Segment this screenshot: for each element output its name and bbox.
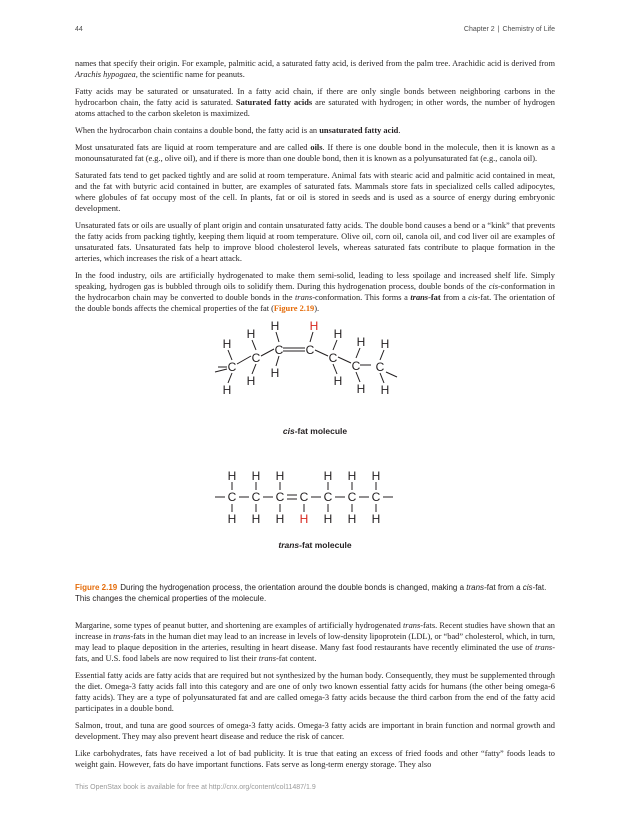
trans-atoms xyxy=(228,469,381,526)
italic-term: cis xyxy=(468,293,478,302)
hydrogen-atom: H xyxy=(270,320,280,333)
carbon-atom: C xyxy=(371,490,381,504)
paragraph-essential-fatty-acids: Essential fatty acids are fatty acids that are required but not synthesized by the human body. Consequently, they must be supplemented through the diet. Omega-3 fatty acids fall into this category and are one of only two known essential fatty acids for humans (the other being omega-6 fatty acids). They are a type of polyunsaturated fat and are called omega-3 fatty acids because the third carbon from the end of the fatty acid participates in a double bond. xyxy=(75,671,555,713)
carbon-atom: C xyxy=(275,490,285,504)
hydrogen-atom: H xyxy=(380,383,390,397)
paragraph-hydrogenation xyxy=(75,270,555,314)
cis-atoms xyxy=(223,320,390,397)
hydrogen-atom: H xyxy=(323,512,333,526)
text-run: -fats, and U.S. food labels are now required to list their xyxy=(75,643,555,663)
hydrogen-atom: H xyxy=(222,383,232,397)
text-run: . xyxy=(398,126,401,135)
species-name: Arachis hypogaea xyxy=(75,70,136,79)
carbon-atom: C xyxy=(323,490,333,504)
fat-molecule-diagram xyxy=(75,320,555,535)
hydrogen-atom: H xyxy=(356,335,366,349)
text-run: When the hydrocarbon chain contains a double bond, the fatty acid is an xyxy=(75,126,320,135)
hydrogen-atom: H xyxy=(371,512,381,526)
hydrogen-atom: H xyxy=(275,512,285,526)
running-header xyxy=(464,26,555,33)
italic-term: trans xyxy=(402,621,421,630)
text-run: ). xyxy=(314,304,320,313)
text-run: -fat from a xyxy=(484,583,523,592)
text-run: Margarine, some types of peanut butter, and shortening are examples of artificially hydrogenated xyxy=(75,621,403,630)
text-run: -fats. Recent studies have shown that an increase in xyxy=(75,621,555,641)
italic-term: trans xyxy=(294,293,313,302)
paragraph-omega-3-sources: Salmon, trout, and tuna are good sources of omega-3 fatty acids. Omega-3 fatty acids are important in brain function and normal growth and development. They may also prevent heart disease and reduce the risk of cancer. xyxy=(75,721,555,741)
chapter-title: Chemistry of Life xyxy=(502,26,555,33)
text-run: -fat. This changes the chemical properties of the molecule. xyxy=(75,583,547,603)
page-footer: This OpenStax book is available for free at http://cnx.org/content/col11487/1.9 xyxy=(75,784,316,791)
page-body xyxy=(75,58,555,776)
caption-label: Figure 2.19 xyxy=(75,583,118,592)
trans-label-rest: -fat molecule xyxy=(299,540,352,550)
italic-term: cis xyxy=(522,583,533,592)
text-run: Fatty acids may be saturated or unsaturated. In a fatty acid chain, if there are only single bonds between neighboring carbons in the hydrocarbon chain, the fatty acid is saturated. xyxy=(75,87,555,107)
text-run: , the scientific name for peanuts. xyxy=(135,70,245,79)
trans-label-italic: trans xyxy=(278,540,300,550)
italic-term: trans xyxy=(113,632,131,641)
italic-term: trans xyxy=(534,643,553,652)
hydrogen-atom: H xyxy=(270,366,280,380)
carbon-atom: C xyxy=(375,360,385,374)
carbon-atom: C xyxy=(305,343,315,357)
text-run: names that specify their origin. For example, palmitic acid, a saturated fatty acid, is derived from the palm tree. Arachidic acid is derived from xyxy=(75,59,555,68)
hydrogen-atom-highlighted: H xyxy=(299,512,309,526)
key-term-italic: trans xyxy=(410,293,429,302)
text-run: from a xyxy=(440,293,469,302)
paragraph-unsaturated xyxy=(75,125,555,136)
trans-label xyxy=(75,540,555,550)
paragraph-saturated-fats: Saturated fats tend to get packed tightly and are solid at room temperature. Animal fats with stearic acid and palmitic acid contained in meat, and the fat with butyric acid contained in butter, are examples of saturated fats. Mammals store fats in specialized cells called adipocytes, where globules of fat occupy most of the cell. In plants, fat or oil is stored in seeds and is used as a source of energy during embryonic development. xyxy=(75,171,555,213)
hydrogen-atom: H xyxy=(251,512,261,526)
hydrogen-atom: H xyxy=(275,469,285,483)
text-run: . If there is one double bond in the molecule, then it is known as a monounsaturated fat (e.g., olive oil), and if there is more than one double bond, then it is known as a polyunsaturated fat (e.g., canola oil). xyxy=(75,143,555,163)
italic-term: cis xyxy=(488,282,499,291)
key-term: -fat xyxy=(428,293,441,302)
hydrogen-atom: H xyxy=(246,327,256,341)
key-term: oils xyxy=(310,143,323,152)
hydrogen-atom: H xyxy=(356,382,366,396)
paragraph-fat-functions: Like carbohydrates, fats have received a lot of bad publicity. It is true that eating an excess of fried foods and other “fatty” foods leads to weight gain. However, fats do have important functions. Fats serve as long-term energy storage. They also xyxy=(75,749,555,769)
hydrogen-atom: H xyxy=(227,512,237,526)
page-number: 44 xyxy=(75,26,83,33)
figure-2-19 xyxy=(75,320,555,582)
cis-label-rest: -fat molecule xyxy=(294,426,348,436)
figure-caption xyxy=(75,582,555,604)
text-run: During the hydrogenation process, the orientation around the double bonds is changed, making a xyxy=(120,583,467,592)
text-run: -conformation. This forms a xyxy=(312,293,411,302)
carbon-atom: C xyxy=(227,490,237,504)
hydrogen-atom: H xyxy=(347,469,357,483)
hydrogen-atom: H xyxy=(323,469,333,483)
paragraph-saturated xyxy=(75,86,555,119)
hydrogen-atom: H xyxy=(371,469,381,483)
carbon-atom: C xyxy=(351,359,361,373)
carbon-atom: C xyxy=(347,490,357,504)
carbon-atom: C xyxy=(227,360,237,374)
hydrogen-atom: H xyxy=(251,469,261,483)
hydrogen-atom: H xyxy=(222,337,232,351)
text-run: -fat content. xyxy=(275,654,317,663)
hydrogen-atom: H xyxy=(380,337,390,351)
carbon-atom: C xyxy=(251,490,261,504)
text-run: Most unsaturated fats are liquid at room temperature and are called xyxy=(75,143,311,152)
text-run: In the food industry, oils are artificially hydrogenated to make them semi-solid, leading to less spoilage and increased shelf life. Simply speaking, hydrogen gas is bubbled through oils to solidify them. During this hydrogenation process, double bonds of the xyxy=(75,271,555,291)
chapter-number: Chapter 2 xyxy=(463,26,495,33)
header-separator: | xyxy=(497,26,500,33)
paragraph-fatty-acid-names xyxy=(75,58,555,80)
key-term: unsaturated fatty acid xyxy=(319,126,399,135)
key-term: Saturated fatty acids xyxy=(235,98,313,107)
italic-term: trans xyxy=(258,654,276,663)
paragraph-unsaturated-fats: Unsaturated fats or oils are usually of plant origin and contain unsaturated fatty acids. The double bond causes a bend or a “kink” that prevents the fatty acids from packing tightly, keeping them liquid at room temperature. Olive oil, corn oil, canola oil, and cod liver oil are examples of unsaturated fats. Unsaturated fats help to improve blood cholesterol levels, whereas saturated fats contribute to plaque formation in the arteries, which increases the risk of a heart attack. xyxy=(75,221,555,263)
hydrogen-atom-highlighted: H xyxy=(309,320,319,333)
paragraph-trans-fats xyxy=(75,620,555,664)
hydrogen-atom: H xyxy=(333,374,343,388)
cis-label xyxy=(283,426,348,436)
hydrogen-atom: H xyxy=(227,469,237,483)
carbon-atom: C xyxy=(274,343,284,357)
italic-term: trans xyxy=(466,583,485,592)
text-run: -fat. The orientation of the double bonds affects the chemical properties of the fat ( xyxy=(75,293,555,313)
text-run: -fats in the human diet may lead to an increase in levels of low-density lipoprotein (LDL), or “bad” cholesterol, which, in turn, may lead to plaque deposition in the arteries, resulting in heart disease. Many fast food restaurants have recently eliminated the use of xyxy=(75,632,555,652)
carbon-atom: C xyxy=(299,490,309,504)
text-run: -conformation in the hydrocarbon chain may be converted to double bonds in the xyxy=(75,282,555,302)
hydrogen-atom: H xyxy=(333,327,343,341)
hydrogen-atom: H xyxy=(347,512,357,526)
carbon-atom: C xyxy=(328,351,338,365)
cis-label-italic: cis xyxy=(282,426,295,436)
cis-molecule xyxy=(215,332,397,383)
carbon-atom: C xyxy=(251,351,261,365)
text-run: are saturated with hydrogen; in other words, the number of hydrogen atoms attached to the carbon skeleton is maximized. xyxy=(75,98,555,118)
hydrogen-atom: H xyxy=(246,374,256,388)
figure-link[interactable]: Figure 2.19 xyxy=(273,304,315,313)
paragraph-oils xyxy=(75,142,555,164)
